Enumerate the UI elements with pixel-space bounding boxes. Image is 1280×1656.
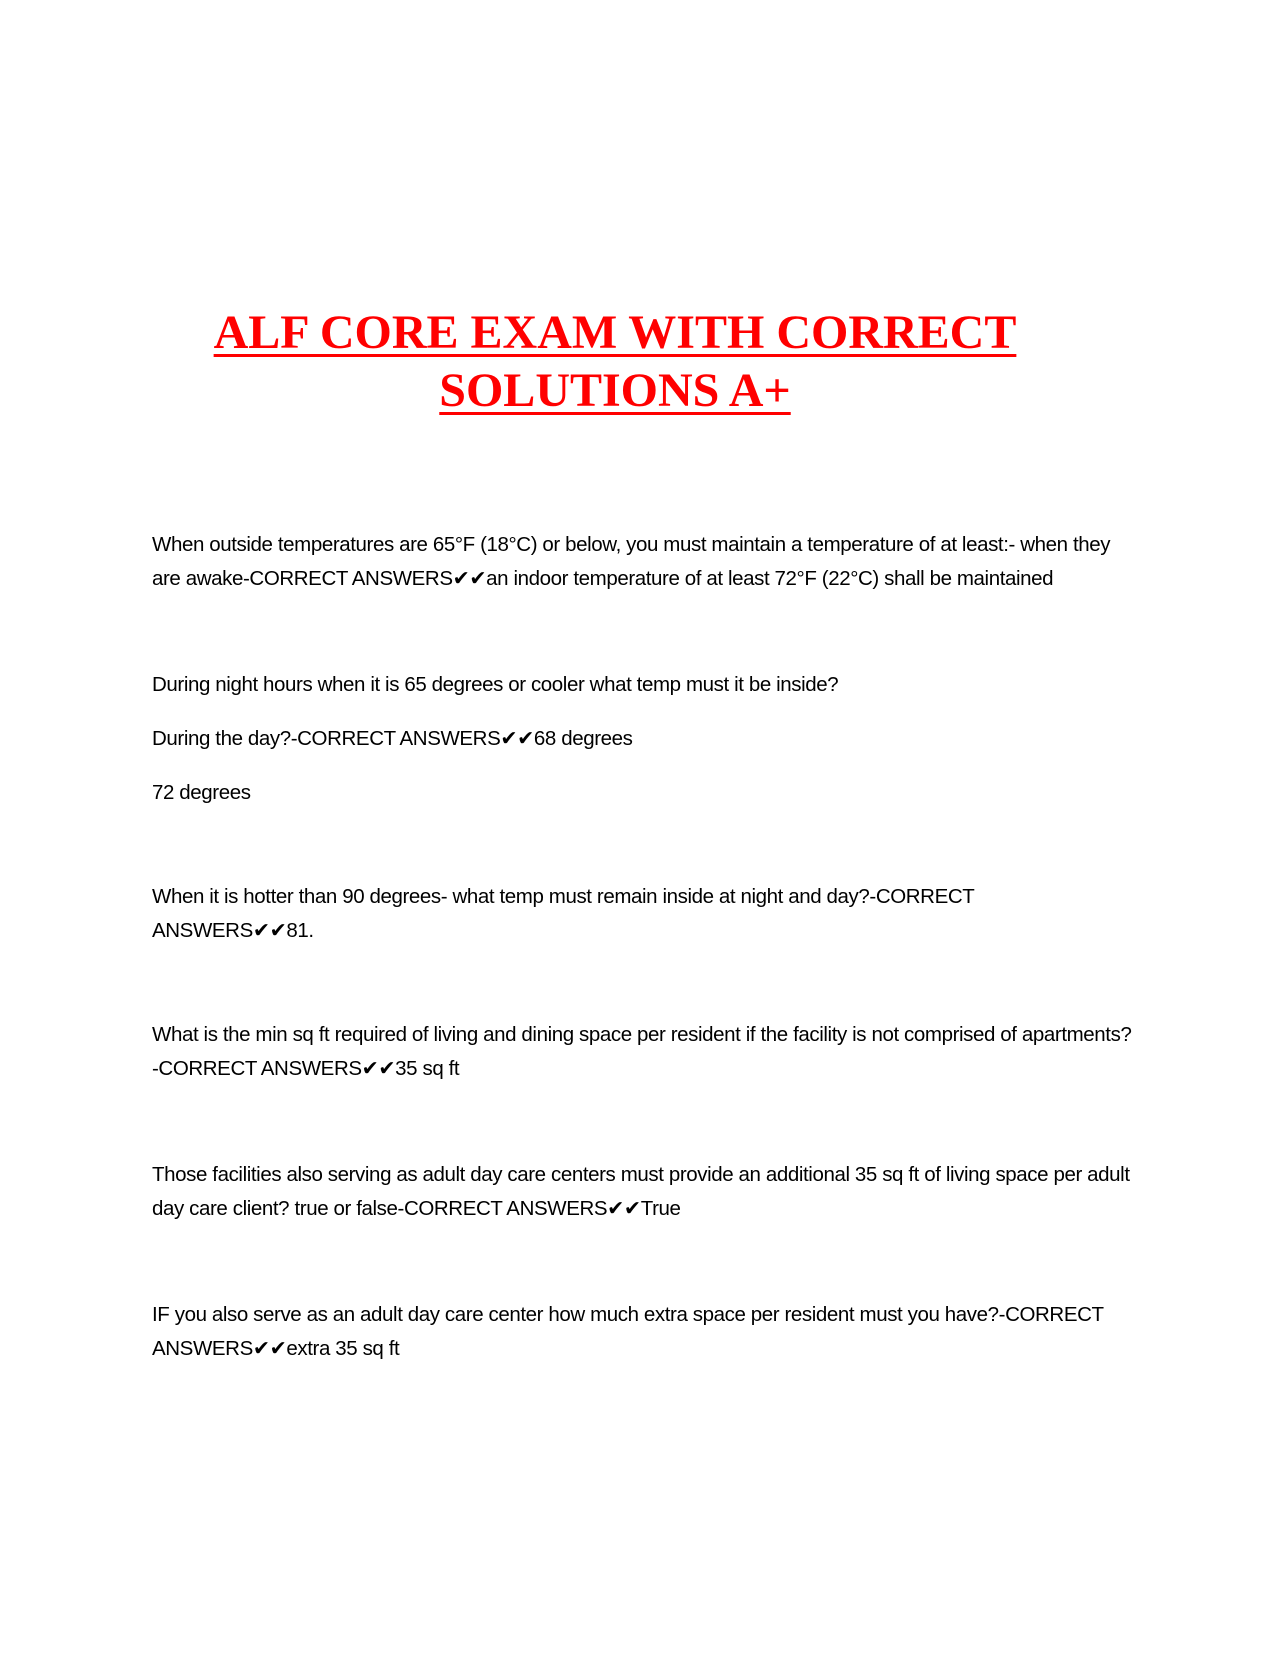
title-line-1: ALF CORE EXAM WITH CORRECT xyxy=(213,306,1017,359)
question-item xyxy=(152,1158,1137,1226)
question-item xyxy=(152,1018,1137,1086)
question-text: During night hours when it is 65 degrees or cooler what temp must it be inside? xyxy=(152,673,839,696)
question-text: Those facilities also serving as adult day care centers must provide an additional 35 sq ft of living space per adult day care client? true or false-CORRECT ANSWERS✔✔True xyxy=(152,1163,1130,1220)
question-text: When it is hotter than 90 degrees- what temp must remain inside at night and day?-CORRECT ANSWERS✔✔81. xyxy=(152,885,975,942)
document-title xyxy=(150,304,1080,420)
question-item xyxy=(152,528,1137,596)
question-text: When outside temperatures are 65°F (18°C) or below, you must maintain a temperature of at least:- when they are awake-CORRECT ANSWERS✔✔an indoor temperature of at least 72°F (22°C) shall be maintained xyxy=(152,533,1111,590)
question-text: IF you also serve as an adult day care center how much extra space per resident must you have?-CORRECT ANSWERS✔✔extra 35 sq ft xyxy=(152,1303,1104,1360)
question-item xyxy=(152,1298,1137,1366)
title-line-2: SOLUTIONS A+ xyxy=(439,364,791,417)
question-answer-line: During the day?-CORRECT ANSWERS✔✔68 degrees xyxy=(152,727,633,750)
question-item xyxy=(152,668,1137,810)
question-list xyxy=(152,528,1137,1366)
question-item xyxy=(152,880,1137,948)
answer-line: 72 degrees xyxy=(152,781,251,804)
question-text: What is the min sq ft required of living and dining space per resident if the facility is not comprised of apartments?-CORRECT ANSWERS✔✔35 sq ft xyxy=(152,1023,1132,1080)
